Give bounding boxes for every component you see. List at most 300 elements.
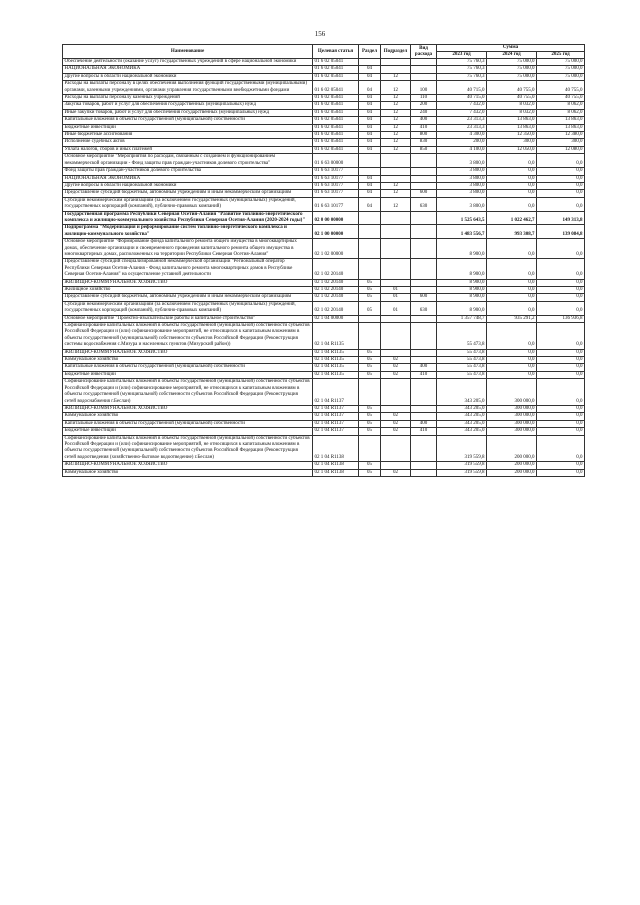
row-sum-2023: 343 205,0 bbox=[437, 413, 487, 420]
row-article: 02 1 02 20140 bbox=[313, 279, 359, 286]
row-article: 01 6 02 05041 bbox=[313, 66, 359, 73]
row-expense-type: 400 bbox=[411, 420, 437, 427]
row-name: Жилищное хозяйство bbox=[63, 287, 313, 294]
row-sum-2024: 0,0 bbox=[487, 364, 537, 371]
row-section bbox=[359, 59, 381, 66]
row-sum-2023: 343 205,0 bbox=[437, 420, 487, 427]
row-sum-2025: 12 380,0 bbox=[537, 132, 585, 139]
row-subsection bbox=[381, 279, 411, 286]
row-sum-2023: 319 559,8 bbox=[437, 435, 487, 462]
row-sum-2024: 75 000,0 bbox=[487, 66, 537, 73]
row-article: 01 6 02 05041 bbox=[313, 59, 359, 66]
row-sum-2023: 40 715,0 bbox=[437, 95, 487, 102]
table-row bbox=[63, 379, 585, 406]
row-subsection: 12 bbox=[381, 81, 411, 95]
row-sum-2024: 0,0 bbox=[487, 197, 537, 211]
table-row bbox=[63, 197, 585, 211]
row-article: 01 6 63 10177 bbox=[313, 175, 359, 182]
row-sum-2024: 935 291,2 bbox=[487, 315, 537, 322]
row-expense-type bbox=[411, 462, 437, 469]
row-section: 05 bbox=[359, 428, 381, 435]
row-subsection bbox=[381, 168, 411, 175]
row-sum-2025: 0,0 bbox=[537, 435, 585, 462]
row-expense-type: 600 bbox=[411, 190, 437, 197]
row-article: 02 1 04 R1135 bbox=[313, 364, 359, 371]
row-sum-2024: 300 000,0 bbox=[487, 405, 537, 412]
row-sum-2023: 319 559,8 bbox=[437, 469, 487, 476]
header-sum: Сумма bbox=[437, 45, 585, 52]
row-section: 05 bbox=[359, 349, 381, 356]
row-article: 01 6 02 05041 bbox=[313, 117, 359, 124]
row-sum-2023: 4 300,0 bbox=[437, 132, 487, 139]
row-name: Расходы на выплаты персоналу в целях обеспечения выполнения функций государственными (муниципальными) органами, казенными учреждениями, органами управления государственными внебюджетными фондами bbox=[63, 81, 313, 95]
row-subsection: 12 bbox=[381, 109, 411, 116]
row-expense-type bbox=[411, 349, 437, 356]
row-section bbox=[359, 239, 381, 259]
row-sum-2024: 0,0 bbox=[487, 301, 537, 315]
table-row bbox=[63, 95, 585, 102]
row-sum-2025: 0,0 bbox=[537, 357, 585, 364]
header-year-2024: 2024 год bbox=[487, 52, 537, 59]
row-subsection: 12 bbox=[381, 197, 411, 211]
row-expense-type bbox=[411, 73, 437, 80]
table-body bbox=[63, 59, 585, 477]
row-section: 04 bbox=[359, 81, 381, 95]
row-expense-type bbox=[411, 259, 437, 279]
row-expense-type: 410 bbox=[411, 428, 437, 435]
row-sum-2024: 0,0 bbox=[487, 349, 537, 356]
row-sum-2025: 0,0 bbox=[537, 405, 585, 412]
table-row bbox=[63, 239, 585, 259]
row-sum-2023: 40 715,0 bbox=[437, 81, 487, 95]
row-sum-2023: 343 205,0 bbox=[437, 405, 487, 412]
row-expense-type: 240 bbox=[411, 109, 437, 116]
row-sum-2024: 40 755,0 bbox=[487, 95, 537, 102]
row-sum-2023: 3 800,0 bbox=[437, 182, 487, 189]
table-row bbox=[63, 182, 585, 189]
row-sum-2023: 55 473,8 bbox=[437, 364, 487, 371]
row-sum-2023: 23 313,3 bbox=[437, 117, 487, 124]
row-subsection: 02 bbox=[381, 357, 411, 364]
row-name: Коммунальное хозяйство bbox=[63, 469, 313, 476]
row-name: ЖИЛИЩНО-КОММУНАЛЬНОЕ ХОЗЯЙСТВО bbox=[63, 405, 313, 412]
row-section: 04 bbox=[359, 117, 381, 124]
row-name: Капитальные вложения в объекты государственной (муниципальной) собственности bbox=[63, 117, 313, 124]
row-expense-type: 410 bbox=[411, 371, 437, 378]
table-row bbox=[63, 287, 585, 294]
row-sum-2024: 0,0 bbox=[487, 168, 537, 175]
row-sum-2023: 55 473,8 bbox=[437, 357, 487, 364]
row-article: 02 1 02 20140 bbox=[313, 294, 359, 301]
row-name: ЖИЛИЩНО-КОММУНАЛЬНОЕ ХОЗЯЙСТВО bbox=[63, 279, 313, 286]
row-expense-type bbox=[411, 405, 437, 412]
row-article: 02 1 04 R1137 bbox=[313, 420, 359, 427]
row-expense-type bbox=[411, 154, 437, 168]
row-name: Основное мероприятие "Мероприятия по расходам, связанным с созданием и функционированием некоммерческой организации - Фонд защиты прав граждан-участников долевого строительства" bbox=[63, 154, 313, 168]
row-section: 04 bbox=[359, 132, 381, 139]
row-expense-type bbox=[411, 225, 437, 239]
row-subsection: 12 bbox=[381, 117, 411, 124]
table-row bbox=[63, 357, 585, 364]
row-article: 02 1 00 00000 bbox=[313, 225, 359, 239]
row-article: 01 6 02 05041 bbox=[313, 95, 359, 102]
row-sum-2025: 0,0 bbox=[537, 420, 585, 427]
row-sum-2025: 0,0 bbox=[537, 175, 585, 182]
row-subsection: 12 bbox=[381, 95, 411, 102]
row-name: Бюджетные инвестиции bbox=[63, 124, 313, 131]
row-sum-2025: 8 062,0 bbox=[537, 102, 585, 109]
row-sum-2024: 75 000,0 bbox=[487, 73, 537, 80]
row-subsection: 02 bbox=[381, 371, 411, 378]
row-subsection: 02 bbox=[381, 364, 411, 371]
row-expense-type bbox=[411, 357, 437, 364]
row-subsection bbox=[381, 462, 411, 469]
row-name: Предоставление субсидий специализированной некоммерческой организации "Региональный оператор Республики Северная Осетия-Алания - Фонд капитального ремонта многоквартирных домов в Республике Северная Осетия-Алания" на осуществление уставной деятельности bbox=[63, 259, 313, 279]
table-row bbox=[63, 279, 585, 286]
row-sum-2023: 8 900,0 bbox=[437, 301, 487, 315]
row-sum-2023: 1 483 556,7 bbox=[437, 225, 487, 239]
row-expense-type bbox=[411, 211, 437, 225]
row-name: Капитальные вложения в объекты государственной (муниципальной) собственности bbox=[63, 420, 313, 427]
row-sum-2024: 300 000,0 bbox=[487, 428, 537, 435]
row-subsection: 01 bbox=[381, 294, 411, 301]
table-row bbox=[63, 301, 585, 315]
row-name: Фонд защиты прав граждан-участников долевого строительства bbox=[63, 168, 313, 175]
table-row bbox=[63, 315, 585, 322]
row-sum-2023: 3 800,0 bbox=[437, 190, 487, 197]
row-subsection bbox=[381, 435, 411, 462]
header-subsection: Подраздел bbox=[381, 45, 411, 59]
row-sum-2024: 0,0 bbox=[487, 357, 537, 364]
row-section bbox=[359, 225, 381, 239]
table-row bbox=[63, 139, 585, 146]
row-section: 04 bbox=[359, 139, 381, 146]
table-row bbox=[63, 102, 585, 109]
row-sum-2024: 200 000,0 bbox=[487, 435, 537, 462]
row-name: Расходы на выплаты персоналу казенных учреждений bbox=[63, 95, 313, 102]
row-name: Исполнение судебных актов bbox=[63, 139, 313, 146]
row-section: 05 bbox=[359, 462, 381, 469]
row-section: 04 bbox=[359, 124, 381, 131]
table-row bbox=[63, 225, 585, 239]
row-name: Основное мероприятие "Формирование фонда капитального ремонта общего имущества в многоквартирных домах, обеспечение организации и своевременного проведения капитального ремонта общего имущества в многоквартирных домах, расположенных на территории Республики Северная Осетия-Алания" bbox=[63, 239, 313, 259]
row-article: 01 6 02 05041 bbox=[313, 139, 359, 146]
row-subsection bbox=[381, 379, 411, 406]
row-sum-2023: 8 900,0 bbox=[437, 287, 487, 294]
row-sum-2025: 0,0 bbox=[537, 279, 585, 286]
row-name: НАЦИОНАЛЬНАЯ ЭКОНОМИКА bbox=[63, 175, 313, 182]
row-section: 04 bbox=[359, 146, 381, 153]
row-section: 04 bbox=[359, 102, 381, 109]
row-expense-type bbox=[411, 168, 437, 175]
row-subsection: 12 bbox=[381, 190, 411, 197]
row-section bbox=[359, 315, 381, 322]
row-sum-2023: 3 800,0 bbox=[437, 175, 487, 182]
row-sum-2025: 139 084,8 bbox=[537, 225, 585, 239]
row-article: 02 1 02 20140 bbox=[313, 259, 359, 279]
row-sum-2023: 1 357 748,7 bbox=[437, 315, 487, 322]
row-article: 02 1 04 R1135 bbox=[313, 323, 359, 350]
row-section: 05 bbox=[359, 405, 381, 412]
row-sum-2023: 55 473,8 bbox=[437, 371, 487, 378]
row-article: 02 1 04 R1137 bbox=[313, 379, 359, 406]
table-row bbox=[63, 323, 585, 350]
row-section: 05 bbox=[359, 357, 381, 364]
row-section bbox=[359, 435, 381, 462]
row-article: 02 1 04 R1138 bbox=[313, 469, 359, 476]
row-article: 02 1 02 00000 bbox=[313, 239, 359, 259]
table-row bbox=[63, 413, 585, 420]
row-sum-2025: 13 863,0 bbox=[537, 124, 585, 131]
row-sum-2023: 55 473,8 bbox=[437, 349, 487, 356]
row-sum-2023: 3 800,0 bbox=[437, 154, 487, 168]
row-subsection bbox=[381, 259, 411, 279]
row-sum-2025: 0,0 bbox=[537, 462, 585, 469]
row-name: Субсидии некоммерческим организациям (за исключением государственных (муниципальных) учреждений, государственных корпораций (компаний), публично-правовых компаний) bbox=[63, 197, 313, 211]
row-sum-2023: 23 313,3 bbox=[437, 124, 487, 131]
row-article: 01 6 02 05041 bbox=[313, 81, 359, 95]
row-sum-2023: 75 760,3 bbox=[437, 59, 487, 66]
row-section: 04 bbox=[359, 109, 381, 116]
row-article: 02 1 04 R1137 bbox=[313, 413, 359, 420]
header-year-2023: 2023 год bbox=[437, 52, 487, 59]
row-sum-2023: 55 473,8 bbox=[437, 323, 487, 350]
row-section bbox=[359, 259, 381, 279]
row-subsection bbox=[381, 239, 411, 259]
row-sum-2023: 8 900,0 bbox=[437, 294, 487, 301]
row-sum-2024: 13 863,0 bbox=[487, 124, 537, 131]
row-sum-2024: 0,0 bbox=[487, 259, 537, 279]
row-sum-2024: 300 000,0 bbox=[487, 420, 537, 427]
row-section: 04 bbox=[359, 190, 381, 197]
row-expense-type: 830 bbox=[411, 139, 437, 146]
table-row bbox=[63, 168, 585, 175]
row-sum-2025: 0,0 bbox=[537, 371, 585, 378]
table-row bbox=[63, 211, 585, 225]
row-section: 05 bbox=[359, 469, 381, 476]
row-sum-2025: 136 936,8 bbox=[537, 315, 585, 322]
table-row bbox=[63, 81, 585, 95]
row-subsection bbox=[381, 323, 411, 350]
row-subsection bbox=[381, 315, 411, 322]
table-row bbox=[63, 146, 585, 153]
row-article: 02 1 02 20140 bbox=[313, 301, 359, 315]
row-sum-2024: 0,0 bbox=[487, 279, 537, 286]
row-expense-type: 630 bbox=[411, 301, 437, 315]
row-expense-type bbox=[411, 182, 437, 189]
row-sum-2023: 75 760,3 bbox=[437, 66, 487, 73]
row-expense-type bbox=[411, 239, 437, 259]
header-section: Раздел bbox=[359, 45, 381, 59]
table-header-row bbox=[63, 45, 585, 52]
header-expense-type: Вид расхода bbox=[411, 45, 437, 59]
row-section: 04 bbox=[359, 73, 381, 80]
row-article: 02 1 04 R1135 bbox=[313, 357, 359, 364]
row-sum-2024: 8 032,0 bbox=[487, 109, 537, 116]
table-row bbox=[63, 117, 585, 124]
row-sum-2025: 0,0 bbox=[537, 364, 585, 371]
row-name: Другие вопросы в области национальной экономики bbox=[63, 73, 313, 80]
table-row bbox=[63, 190, 585, 197]
row-expense-type bbox=[411, 59, 437, 66]
row-expense-type bbox=[411, 66, 437, 73]
row-subsection bbox=[381, 211, 411, 225]
row-expense-type: 200 bbox=[411, 102, 437, 109]
row-section: 05 bbox=[359, 364, 381, 371]
row-subsection bbox=[381, 66, 411, 73]
row-expense-type: 110 bbox=[411, 95, 437, 102]
row-sum-2025: 0,0 bbox=[537, 294, 585, 301]
row-article: 01 6 63 10177 bbox=[313, 197, 359, 211]
row-section bbox=[359, 154, 381, 168]
row-name: Уплата налогов, сборов и иных платежей bbox=[63, 146, 313, 153]
row-name: Софинансирование капитальных вложений в объекты государственной (муниципальной) собственности субъектов Российской Федерации и (или) софинансирование мероприятий, не относящихся к капитальным вложениям в объекты государственной (муниципальной) собственности субъектов Российской Федерации (Реконструкция сетей водоотведения (хозяйственно-бытовое водоотведение) г.Беслан) bbox=[63, 435, 313, 462]
row-article: 01 6 02 05041 bbox=[313, 73, 359, 80]
row-sum-2025: 0,0 bbox=[537, 323, 585, 350]
row-expense-type bbox=[411, 315, 437, 322]
row-sum-2024: 0,0 bbox=[487, 294, 537, 301]
row-name: Подпрограмма "Модернизация и реформирование систем топливно-энергетического комплекса и жилищно-коммунального хозяйства" bbox=[63, 225, 313, 239]
row-article: 02 1 02 20140 bbox=[313, 287, 359, 294]
table-row bbox=[63, 469, 585, 476]
row-name: Иные бюджетные ассигнования bbox=[63, 132, 313, 139]
row-sum-2025: 0,0 bbox=[537, 301, 585, 315]
row-sum-2025: 13 863,0 bbox=[537, 117, 585, 124]
row-expense-type: 400 bbox=[411, 117, 437, 124]
row-subsection: 12 bbox=[381, 124, 411, 131]
table-row bbox=[63, 154, 585, 168]
row-name: Предоставление субсидий бюджетным, автономным учреждениям и иным некоммерческим организациям bbox=[63, 294, 313, 301]
row-expense-type: 800 bbox=[411, 132, 437, 139]
row-sum-2024: 0,0 bbox=[487, 287, 537, 294]
row-sum-2023: 319 559,8 bbox=[437, 462, 487, 469]
row-article: 01 6 02 05041 bbox=[313, 132, 359, 139]
row-name: Капитальные вложения в объекты государственной (муниципальной) собственности bbox=[63, 364, 313, 371]
row-sum-2023: 3 800,0 bbox=[437, 168, 487, 175]
row-expense-type bbox=[411, 469, 437, 476]
row-name: Коммунальное хозяйство bbox=[63, 413, 313, 420]
row-sum-2025: 0,0 bbox=[537, 197, 585, 211]
row-sum-2023: 8 900,0 bbox=[437, 239, 487, 259]
row-sum-2024: 200 000,0 bbox=[487, 462, 537, 469]
row-expense-type: 410 bbox=[411, 124, 437, 131]
table-row bbox=[63, 364, 585, 371]
row-article: 02 1 04 R1135 bbox=[313, 371, 359, 378]
row-sum-2025: 12 080,0 bbox=[537, 146, 585, 153]
row-sum-2024: 300 000,0 bbox=[487, 413, 537, 420]
row-sum-2025: 300,0 bbox=[537, 139, 585, 146]
row-article: 01 6 63 10177 bbox=[313, 190, 359, 197]
row-name: Бюджетные инвестиции bbox=[63, 371, 313, 378]
row-subsection bbox=[381, 225, 411, 239]
budget-table bbox=[62, 44, 585, 477]
row-sum-2023: 75 760,3 bbox=[437, 73, 487, 80]
table-row bbox=[63, 420, 585, 427]
row-sum-2024: 1 022 462,7 bbox=[487, 211, 537, 225]
row-article: 02 1 04 R1138 bbox=[313, 435, 359, 462]
row-article: 01 6 63 00000 bbox=[313, 154, 359, 168]
row-sum-2024: 300,0 bbox=[487, 139, 537, 146]
row-sum-2024: 75 000,0 bbox=[487, 59, 537, 66]
row-section: 04 bbox=[359, 182, 381, 189]
row-expense-type: 600 bbox=[411, 294, 437, 301]
row-sum-2023: 343 205,0 bbox=[437, 428, 487, 435]
table-row bbox=[63, 371, 585, 378]
row-sum-2023: 1 525 643,5 bbox=[437, 211, 487, 225]
row-subsection: 01 bbox=[381, 301, 411, 315]
row-article: 02 1 04 R1137 bbox=[313, 405, 359, 412]
row-subsection: 12 bbox=[381, 146, 411, 153]
row-section bbox=[359, 379, 381, 406]
row-sum-2025: 0,0 bbox=[537, 239, 585, 259]
row-sum-2024: 13 863,0 bbox=[487, 117, 537, 124]
row-name: Субсидии некоммерческим организациям (за исключением государственных (муниципальных) учреждений, государственных корпораций (компаний), публично-правовых компаний) bbox=[63, 301, 313, 315]
row-sum-2024: 8 032,0 bbox=[487, 102, 537, 109]
row-section: 05 bbox=[359, 294, 381, 301]
row-subsection: 02 bbox=[381, 428, 411, 435]
row-article: 02 1 04 00000 bbox=[313, 315, 359, 322]
row-sum-2024: 200 000,0 bbox=[487, 469, 537, 476]
row-sum-2025: 75 000,0 bbox=[537, 73, 585, 80]
row-subsection: 12 bbox=[381, 73, 411, 80]
row-expense-type: 850 bbox=[411, 146, 437, 153]
row-section: 05 bbox=[359, 413, 381, 420]
row-sum-2023: 343 205,0 bbox=[437, 379, 487, 406]
row-sum-2024: 0,0 bbox=[487, 190, 537, 197]
row-subsection: 12 bbox=[381, 132, 411, 139]
row-sum-2023: 200,0 bbox=[437, 139, 487, 146]
table-row bbox=[63, 405, 585, 412]
row-section: 05 bbox=[359, 371, 381, 378]
row-name: Софинансирование капитальных вложений в объекты государственной (муниципальной) собственности субъектов Российской Федерации и (или) софинансирование мероприятий, не относящихся к капитальным вложениям в объекты государственной (муниципальной) собственности субъектов Российской Федерации (Реконструкция системы водоснабжения с.Мизура и населенных пунктов (Мизурский район)) bbox=[63, 323, 313, 350]
row-section: 05 bbox=[359, 301, 381, 315]
row-expense-type bbox=[411, 175, 437, 182]
row-sum-2025: 0,0 bbox=[537, 168, 585, 175]
row-name: ЖИЛИЩНО-КОММУНАЛЬНОЕ ХОЗЯЙСТВО bbox=[63, 462, 313, 469]
table-row bbox=[63, 428, 585, 435]
row-sum-2024: 0,0 bbox=[487, 371, 537, 378]
row-sum-2024: 993 308,7 bbox=[487, 225, 537, 239]
row-section: 05 bbox=[359, 420, 381, 427]
row-section bbox=[359, 211, 381, 225]
row-sum-2025: 75 000,0 bbox=[537, 59, 585, 66]
row-name: Предоставление субсидий бюджетным, автономным учреждениям и иным некоммерческим организациям bbox=[63, 190, 313, 197]
row-sum-2024: 0,0 bbox=[487, 175, 537, 182]
row-expense-type: 630 bbox=[411, 197, 437, 211]
row-article: 01 6 63 10177 bbox=[313, 168, 359, 175]
table-row bbox=[63, 462, 585, 469]
row-sum-2025: 0,0 bbox=[537, 182, 585, 189]
row-expense-type: 400 bbox=[411, 364, 437, 371]
row-name: Иные закупки товаров, работ и услуг для обеспечения государственных (муниципальных) нужд bbox=[63, 109, 313, 116]
row-section: 04 bbox=[359, 197, 381, 211]
row-sum-2025: 149 313,8 bbox=[537, 211, 585, 225]
row-sum-2024: 40 755,0 bbox=[487, 81, 537, 95]
header-article: Целевая статья bbox=[313, 45, 359, 59]
row-subsection: 02 bbox=[381, 413, 411, 420]
row-sum-2024: 300 000,0 bbox=[487, 379, 537, 406]
header-name: Наименование bbox=[63, 45, 313, 59]
row-section bbox=[359, 323, 381, 350]
row-section: 05 bbox=[359, 287, 381, 294]
row-section: 04 bbox=[359, 175, 381, 182]
row-subsection: 01 bbox=[381, 287, 411, 294]
table-row bbox=[63, 109, 585, 116]
row-name: Обеспечение деятельности (оказание услуг) государственных учреждений в сфере национальной экономики bbox=[63, 59, 313, 66]
row-sum-2024: 0,0 bbox=[487, 154, 537, 168]
row-sum-2024: 0,0 bbox=[487, 323, 537, 350]
row-subsection: 02 bbox=[381, 469, 411, 476]
